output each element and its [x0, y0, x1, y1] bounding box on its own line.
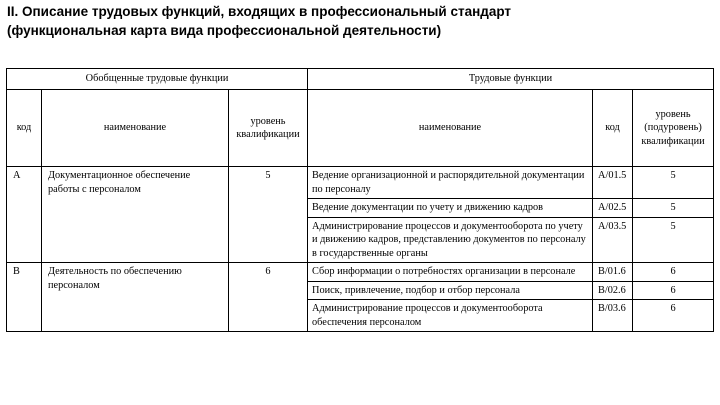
labor-function-level: 5	[633, 199, 714, 218]
generalized-function-name: Деятельность по обеспечению персоналом	[42, 263, 229, 332]
heading-line-1: II. Описание трудовых функций, входящих в профессиональный стандарт	[7, 4, 512, 19]
labor-function-code: A/02.5	[593, 199, 633, 218]
labor-function-code: B/03.6	[593, 300, 633, 332]
generalized-function-level: 6	[229, 263, 308, 332]
labor-function-level: 6	[633, 300, 714, 332]
labor-function-name: Ведение документации по учету и движению кадров	[308, 199, 593, 218]
col-header-level: уровень квалификации	[229, 90, 308, 167]
generalized-function-name: Документационное обеспечение работы с персоналом	[42, 167, 229, 263]
labor-function-name: Администрирование процессов и документооборота по учету и движению кадров, представлению документов по персоналу в государственные органы	[308, 217, 593, 263]
labor-function-name: Ведение организационной и распорядительной документации по персоналу	[308, 167, 593, 199]
col-header-name: наименование	[42, 90, 229, 167]
labor-function-name: Администрирование процессов и документооборота обеспечения персоналом	[308, 300, 593, 332]
col-header-function-level: уровень (подуровень) квалификации	[633, 90, 714, 167]
labor-function-code: A/01.5	[593, 167, 633, 199]
labor-function-code: A/03.5	[593, 217, 633, 263]
generalized-function-code: B	[7, 263, 42, 332]
heading-line-2: (функциональная карта вида профессиональной деятельности)	[7, 23, 442, 38]
header-generalized-functions: Обобщенные трудовые функции	[7, 69, 308, 90]
labor-function-name: Сбор информации о потребностях организации в персонале	[308, 263, 593, 282]
labor-function-level: 6	[633, 281, 714, 300]
section-heading	[7, 2, 712, 40]
header-labor-functions: Трудовые функции	[308, 69, 714, 90]
generalized-function-code: A	[7, 167, 42, 263]
table-row	[7, 167, 714, 199]
labor-function-level: 5	[633, 167, 714, 199]
generalized-function-level: 5	[229, 167, 308, 263]
labor-function-name: Поиск, привлечение, подбор и отбор персонала	[308, 281, 593, 300]
labor-function-level: 6	[633, 263, 714, 282]
labor-function-code: B/01.6	[593, 263, 633, 282]
table-row	[7, 263, 714, 282]
labor-function-code: B/02.6	[593, 281, 633, 300]
labor-function-level: 5	[633, 217, 714, 263]
col-header-function-name: наименование	[308, 90, 593, 167]
functional-map-table	[6, 68, 714, 332]
col-header-code: код	[7, 90, 42, 167]
col-header-function-code: код	[593, 90, 633, 167]
